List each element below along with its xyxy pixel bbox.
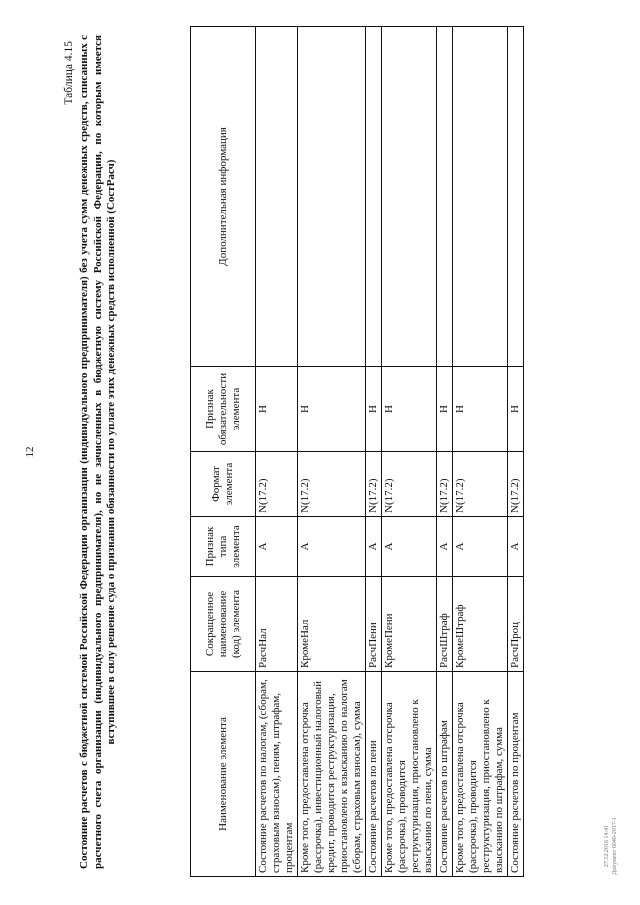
cell-code: РасчШтраф: [437, 577, 453, 672]
cell-type: А: [382, 517, 437, 577]
cell-format: N(17.2): [298, 452, 366, 517]
cell-type: А: [298, 517, 366, 577]
table-header-row: [191, 27, 256, 877]
document-stamp: [604, 817, 620, 875]
cell-code: КромеНал: [298, 577, 366, 672]
header-element-name: Наименование элемента: [191, 672, 256, 877]
cell-required: Н: [508, 367, 524, 452]
cell-info: [508, 27, 524, 367]
cell-name: Кроме того, предоставлена отсрочка (рассрочка), инвестиционный налоговый кредит, проводится реструктуризация, приостановлено к взысканию по налогам (сборам, страховым взносам), сумма: [298, 672, 366, 877]
cell-type: А: [508, 517, 524, 577]
header-additional-info: Дополнительная информация: [191, 27, 256, 367]
cell-type: А: [453, 517, 508, 577]
cell-name: Состояние расчетов по пени: [366, 672, 382, 877]
cell-info: [453, 27, 508, 367]
cell-format: N(17.2): [382, 452, 437, 517]
rotated-document: [60, 27, 580, 877]
header-element-type: Признак типа элемента: [191, 517, 256, 577]
cell-type: А: [256, 517, 298, 577]
cell-required: Н: [298, 367, 366, 452]
table-row: [298, 27, 366, 877]
table-row: [453, 27, 508, 877]
cell-name: Состояние расчетов по штрафам: [437, 672, 453, 877]
cell-required: Н: [437, 367, 453, 452]
table-row: [366, 27, 382, 877]
cell-required: Н: [382, 367, 437, 452]
table-row: [382, 27, 437, 877]
cell-format: N(17.2): [437, 452, 453, 517]
cell-name: Кроме того, предоставлена отсрочка (рассрочка), проводится реструктуризация, приостановлено к взысканию по штрафам, сумма: [453, 672, 508, 877]
cell-type: А: [437, 517, 453, 577]
stamp-line-2: Документ 6040-2017-1: [612, 817, 618, 875]
cell-code: КромеШтраф: [453, 577, 508, 672]
cell-code: РасчПроц: [508, 577, 524, 672]
table-label: Таблица 4.15: [63, 41, 75, 105]
cell-info: [256, 27, 298, 367]
cell-name: Состояние расчетов по налогам, (сборам, страховым взносам), пеням, штрафам, процентам: [256, 672, 298, 877]
cell-info: [382, 27, 437, 367]
elements-table: [190, 26, 524, 877]
cell-type: А: [366, 517, 382, 577]
header-element-format: Формат элемента: [191, 452, 256, 517]
cell-format: N(17.2): [256, 452, 298, 517]
cell-name: Состояние расчетов по процентам: [508, 672, 524, 877]
cell-name: Кроме того, предоставлена отсрочка (рассрочка), проводится реструктуризация, приостановлено к взысканию по пени, сумма: [382, 672, 437, 877]
cell-code: КромеПени: [382, 577, 437, 672]
cell-format: N(17.2): [508, 452, 524, 517]
cell-code: РасчПени: [366, 577, 382, 672]
stamp-line-1: 27.12.2016 14:41: [604, 824, 611, 868]
table-row: [256, 27, 298, 877]
table-row: [508, 27, 524, 877]
header-element-code: Сокращенное наименование (код) элемента: [191, 577, 256, 672]
cell-format: N(17.2): [366, 452, 382, 517]
cell-info: [298, 27, 366, 367]
header-element-required: Признак обязательности элемента: [191, 367, 256, 452]
table-caption: Состояние расчетов с бюджетной системой Российской Федерации организации (индивидуального предпринимателя) без учета сумм денежных средств, списанных с расчетного счета организации (индивидуального предпринимателя), но не зачисленных в бюджетную систему Российской Федерации, по которым имеется вступившее в силу решение суда о признании обязанности по уплате этих денежных средств исполненной (СостРасч): [78, 35, 117, 869]
cell-required: Н: [256, 367, 298, 452]
cell-required: Н: [366, 367, 382, 452]
cell-code: РасчНал: [256, 577, 298, 672]
table-row: [437, 27, 453, 877]
cell-required: Н: [453, 367, 508, 452]
cell-info: [437, 27, 453, 367]
page-number: 12: [24, 446, 36, 458]
cell-info: [366, 27, 382, 367]
cell-format: N(17.2): [453, 452, 508, 517]
